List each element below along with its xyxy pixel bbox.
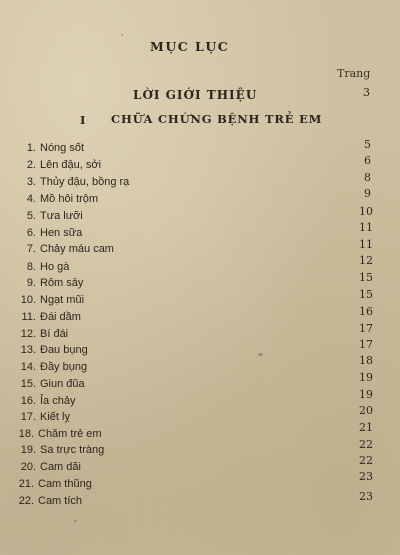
toc-item-label: Cam dãi [40, 461, 81, 473]
intro-heading: LỜI GIỚI THIỆU [133, 88, 258, 102]
toc-item-number: 13. [20, 344, 36, 356]
paper-speck [121, 34, 123, 36]
toc-item-number: 10. [20, 294, 36, 306]
toc-item-page-number: 5 [364, 138, 371, 151]
toc-item-page-number: 22 [359, 454, 373, 467]
toc-item-page-number: 23 [359, 470, 373, 483]
toc-item-number: 2. [26, 159, 36, 171]
toc-item-number: 19. [20, 444, 36, 456]
toc-item [18, 361, 87, 377]
toc-item-page-number: 23 [359, 490, 373, 503]
toc-item-label: Đầy bụng [40, 361, 88, 373]
toc-item-label: Ho gà [40, 261, 70, 273]
toc-item-label: Thủy đậu, bồng rạ [40, 176, 130, 188]
toc-item-number: 20. [20, 461, 36, 473]
toc-item [18, 311, 81, 327]
intro-page-number: 3 [363, 86, 370, 99]
toc-item-number: 5. [26, 210, 36, 222]
toc-item [18, 159, 101, 175]
page-column-label: Trang [337, 67, 371, 80]
toc-item-page-number: 22 [359, 438, 373, 451]
toc-item-page-number: 15 [359, 288, 373, 301]
toc-item [18, 142, 84, 158]
toc-item-page-number: 9 [364, 187, 371, 200]
toc-item-number: 14. [20, 361, 36, 373]
toc-item-label: Lên đậu, sởi [40, 159, 102, 171]
toc-item [16, 495, 82, 511]
toc-item-label: Mồ hôi trộm [40, 193, 99, 205]
toc-item [18, 395, 75, 411]
toc-item-page-number: 20 [359, 404, 373, 417]
toc-item-label: Rôm sảy [40, 277, 84, 289]
toc-item-number: 22. [18, 495, 34, 507]
toc-item [16, 428, 102, 444]
toc-item-label: Ỉa chảy [40, 395, 76, 407]
toc-item-label: Cam thũng [38, 478, 92, 490]
toc-item [18, 294, 84, 310]
toc-item [18, 227, 82, 243]
toc-item [18, 277, 83, 293]
page-title: MỤC LỤC [150, 39, 230, 54]
toc-item-label: Nóng sốt [40, 142, 85, 154]
toc-item [16, 478, 92, 494]
toc-item-number: 17. [20, 411, 36, 423]
toc-item [18, 344, 88, 360]
toc-item-label: Chảy máu cam [40, 243, 114, 255]
section-number: I [80, 113, 86, 127]
toc-item-number: 4. [26, 193, 36, 205]
toc-item-page-number: 12 [359, 254, 373, 267]
toc-item-page-number: 15 [359, 271, 373, 284]
toc-item [18, 210, 83, 226]
toc-item-page-number: 16 [359, 305, 373, 318]
toc-item-page-number: 21 [359, 421, 373, 434]
toc-item-page-number: 19 [359, 388, 373, 401]
toc-item [18, 176, 129, 192]
section-title: CHỮA CHỨNG BỆNH TRẺ EM [111, 112, 323, 126]
toc-item-label: Đau bụng [40, 344, 88, 356]
toc-item-page-number: 11 [359, 238, 373, 251]
toc-item-number: 9. [26, 277, 36, 289]
toc-item-label: Hen sữa [40, 227, 83, 239]
toc-item-label: Sa trực tràng [40, 444, 105, 456]
toc-item-number: 18. [18, 428, 34, 440]
toc-item-number: 3. [26, 176, 36, 188]
toc-item-number: 11. [21, 311, 36, 323]
paper-speck [258, 353, 263, 356]
toc-item-page-number: 18 [359, 354, 373, 367]
toc-item-number: 15. [20, 378, 36, 390]
toc-item-number: 12. [20, 328, 36, 340]
toc-item-page-number: 17 [359, 322, 373, 335]
toc-item [18, 261, 69, 277]
toc-item-label: Đái dầm [40, 311, 81, 323]
toc-item-page-number: 8 [364, 171, 371, 184]
toc-item-page-number: 19 [359, 371, 373, 384]
toc-item-label: Ngạt mũi [40, 294, 85, 306]
paper-speck [74, 520, 77, 522]
toc-item [18, 328, 68, 344]
toc-item-number: 1. [26, 142, 36, 154]
toc-item-number: 21. [18, 478, 34, 490]
toc-item-page-number: 6 [364, 154, 371, 167]
toc-item-page-number: 11 [359, 221, 373, 234]
toc-item [18, 378, 85, 394]
toc-item-label: Chăm trẻ em [38, 428, 102, 440]
toc-item-label: Tưa lưỡi [40, 210, 83, 222]
toc-item-label: Bí đái [40, 328, 69, 340]
toc-item [18, 243, 114, 259]
toc-item-number: 8. [26, 261, 36, 273]
toc-item [18, 411, 70, 427]
toc-item [18, 444, 104, 460]
toc-item-label: Cam tích [38, 495, 83, 507]
toc-item [18, 193, 98, 209]
toc-item-page-number: 17 [359, 338, 373, 351]
toc-item-number: 16. [20, 395, 36, 407]
toc-item-label: Giun đũa [40, 378, 85, 390]
toc-item [18, 461, 81, 477]
toc-item-page-number: 10 [359, 205, 373, 218]
toc-item-number: 6. [26, 227, 36, 239]
toc-item-label: Kiết lỵ [40, 411, 70, 423]
toc-item-number: 7. [26, 243, 36, 255]
